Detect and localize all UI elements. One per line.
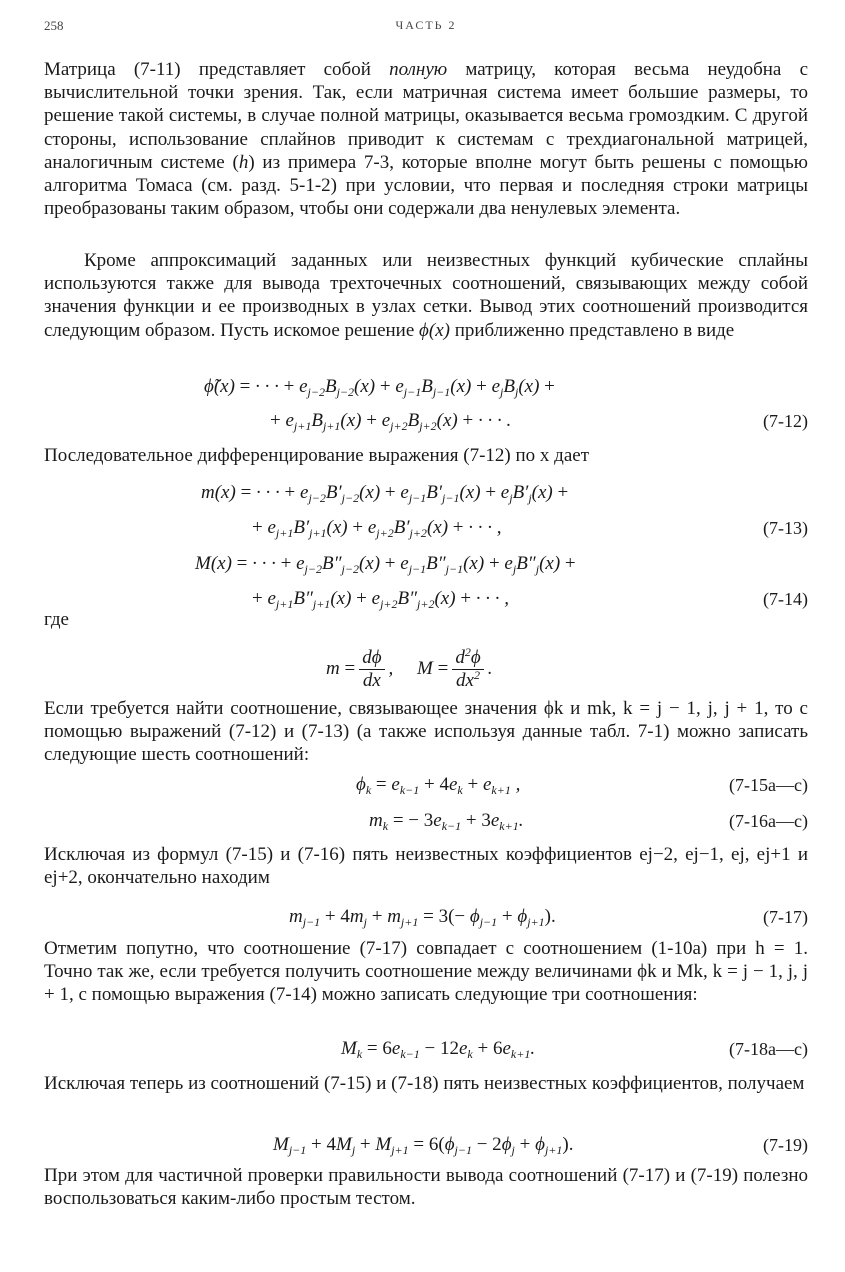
paragraph-6: Отметим попутно, что соотношение (7-17) совпадает с соотношением (1-10a) при h = 1. Точно так же, если требуется получить соотношение между величинами ϕk и Mk, k = j − 1, j, j + 1, с помощью выражения (7-14) можно записать следующие три соотношения:: [44, 938, 808, 1006]
equation-7-19: $M_{j-1} + 4M_j + M_{j+1} = 6(\phi_{j-1} - 2\phi_j + \phi_{j+1})$.: [273, 1134, 574, 1157]
emphasis-full: полную: [389, 59, 448, 80]
paragraph-2: Кроме аппроксимаций заданных или неизвестных функций кубические сплайны используются также для вывода трехточечных соотношений, связывающих между собой значения функции и ее производных в узлах сетки. Вывод этих соотношений производится следующим образом. Пусть искомое решение ϕ(x) приближенно представлено в виде: [44, 250, 808, 341]
paragraph-5: Исключая из формул (7-15) и (7-16) пять неизвестных коэффициентов ej−2, ej−1, ej, ej+1 и ej+2, окончательно находим: [44, 844, 808, 889]
equation-7-12-line1: ϕ̃(x) = · · · + $e_{j-2}B_{j-2}(x) + e_{j-1}B_{j-1}(x) + e_jB_j(x)$ +: [204, 376, 555, 399]
equation-number-7-15: (7-15a—c): [729, 775, 808, 795]
paragraph-4: Если требуется найти соотношение, связывающее значения ϕk и mk, k = j − 1, j, j + 1, то с помощью выражений (7-12) и (7-13) (а также используя данные табл. 7-1) можно записать следующие шесть соотношений:: [44, 698, 808, 766]
running-head: ЧАСТЬ 2: [395, 18, 457, 32]
equation-number-7-19: (7-19): [763, 1135, 808, 1155]
page-number: 258: [44, 18, 64, 33]
equation-7-12-line2: + $e_{j+1}B_{j+1}(x) + e_{j+2}B_{j+2}(x)$ + · · · .: [270, 410, 512, 433]
equation-7-18: $M_k = 6e_{k-1} - 12e_k + 6e_{k+1}$.: [341, 1038, 536, 1061]
equation-7-16: $m_k$ = − $3e_{k-1} + 3e_{k+1}$.: [369, 810, 524, 833]
page-header: [44, 18, 808, 38]
equation-number-7-14: (7-14): [763, 589, 808, 609]
paragraph-3: Последовательное дифференцирование выражения (7-12) по x дает: [44, 445, 590, 466]
equation-number-7-16: (7-16a—c): [729, 811, 808, 831]
paragraph-1: Матрица (7-11) представляет собой полную матрицу, которая весьма неудобна с вычислительной точки зрения. Так, если матричная система имеет большие размеры, то решение такой системы, в случае полной матрицы, оказывается весьма громоздким. С другой стороны, использование сплайнов приводит к системам с трехдиагональной матрицей, аналогичным системе (h) из примера 7-3, которые вполне могут быть решены с помощью алгоритма Томаса (см. разд. 5-1-2) при условии, что первая и последняя строки матрицы преобразованы таким образом, чтобы они содержали два ненулевых элемента.: [44, 59, 808, 220]
equation-7-14-line1: M(x) = · · · + $e_{j-2}B''_{j-2}(x) + e_{j-1}B''_{j-1}(x) + e_jB''_j(x)$ +: [195, 553, 576, 576]
equation-7-13-line2: + $e_{j+1}B'_{j+1}(x) + e_{j+2}B'_{j+2}(x)$ + · · · ,: [252, 517, 502, 540]
equation-number-7-17: (7-17): [763, 907, 808, 927]
equation-7-17: $m_{j-1} + 4m_j + m_{j+1} = 3(- \phi_{j-1} + \phi_{j+1})$.: [289, 906, 556, 929]
equation-7-15: $\phi_k = e_{k-1} + 4e_k + e_{k+1}$ ,: [356, 774, 521, 797]
equation-number-7-18: (7-18a—c): [729, 1039, 808, 1059]
derivative-definitions: m = $\frac{d\phi}{dx}$ , M = $\frac{d^2\phi}{dx^2}$ .: [326, 645, 493, 692]
equation-number-7-12: (7-12): [763, 411, 808, 431]
equation-7-14-line2: + $e_{j+1}B''_{j+1}(x) + e_{j+2}B''_{j+2}(x)$ + · · · ,: [252, 588, 510, 611]
equation-7-13-line1: m(x) = · · · + $e_{j-2}B'_{j-2}(x) + e_{j-1}B'_{j-1}(x) + e_jB'_j(x)$ +: [201, 482, 569, 505]
equation-number-7-13: (7-13): [763, 518, 808, 538]
where-label: где: [44, 609, 69, 630]
book-page: [44, 0, 808, 1272]
paragraph-8: При этом для частичной проверки правильности вывода соотношений (7-17) и (7-19) полезно воспользоваться каким-либо простым тестом.: [44, 1165, 808, 1210]
paragraph-7: Исключая теперь из соотношений (7-15) и (7-18) пять неизвестных коэффициентов, получаем: [44, 1073, 805, 1094]
